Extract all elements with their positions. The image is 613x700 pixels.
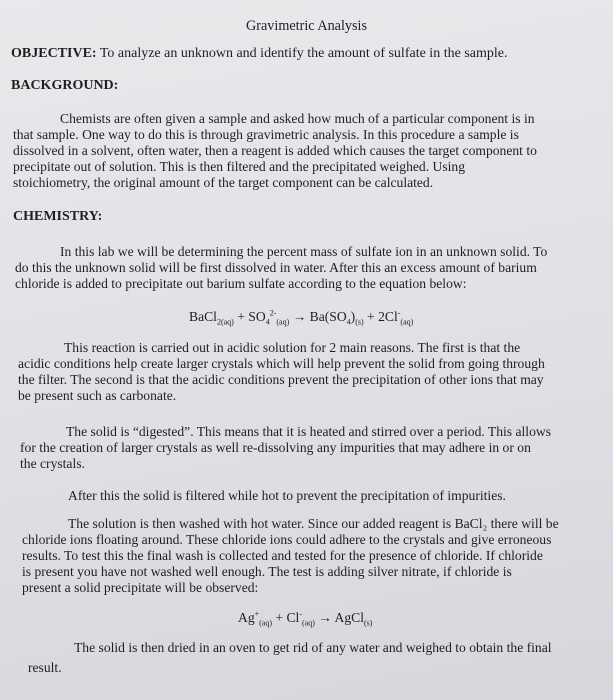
objective-text: To analyze an unknown and identify the amount of sulfate in the sample. [96,46,508,61]
background-line: that sample. One way to do this is through gravimetric analysis. In this procedure a sample is [13,127,519,142]
wash-line: results. To test this the final wash is collected and tested for the presence of chloride. If chloride [22,548,543,563]
chloride-test-equation: $Ag^+_{(aq)} + Cl^-_{(aq)}$ → AgCl$_{(s)}$ [238,609,373,628]
filter-line: After this the solid is filtered while hot to prevent the precipitation of impurities. [68,488,506,503]
document-title: Gravimetric Analysis [246,18,367,34]
chemistry-intro-line: In this lab we will be determining the percent mass of sulfate ion in an unknown solid. To [60,244,548,259]
wash-line: chloride ions floating around. These chloride ions could adhere to the crystals and give erroneous [22,532,552,547]
chemistry-intro-line: chloride is added to precipitate out barium sulfate according to the equation below: [15,276,467,291]
background-heading: BACKGROUND: [11,78,119,93]
objective-label: OBJECTIVE: [11,46,97,61]
digest-line: The solid is “digested”. This means that it is heated and stirred over a period. This allows [66,424,551,439]
result-word: result. [28,660,62,675]
background-line: Chemists are often given a sample and asked how much of a particular component is in [60,111,535,126]
digest-line: for the creation of larger crystals as well re-dissolving any impurities that may adhere in or on [20,440,531,455]
digest-line: the crystals. [20,456,85,471]
background-line: dissolved in a solvent, often water, then a reagent is added which causes the target component to [13,143,537,158]
background-line: precipitate out of solution. This is then filtered and the precipitated weighed. Using [13,159,466,174]
acid-line: acidic conditions help create larger crystals which will help prevent the solid from going through [18,356,545,371]
dry-line: The solid is then dried in an oven to get rid of any water and weighed to obtain the final [74,640,552,655]
wash-line: present a solid precipitate will be observed: [22,580,259,595]
acid-line: be present such as carbonate. [18,388,177,403]
objective-line [11,46,507,62]
wash-line: The solution is then washed with hot water. Since our added reagent is BaCl₂ there will be [68,516,559,531]
wash-line: is present you have not washed well enough. The test is adding silver nitrate, if chloride is [22,564,512,579]
acid-line: This reaction is carried out in acidic solution for 2 main reasons. The first is that the [64,340,521,355]
acid-line: the filter. The second is that the acidic conditions prevent the precipitation of other ions that may [18,372,544,387]
background-line: stoichiometry, the original amount of the target component can be calculated. [13,175,434,190]
precipitation-equation: BaCl$_{2(aq)}$ + $SO_4^{2-}_{(aq)} \to Ba(SO_4)_{(s)} + 2Cl^-_{(aq)}$ [189,308,414,327]
chemistry-intro-line: do this the unknown solid will be first dissolved in water. After this an excess amount of barium [15,260,537,275]
chemistry-heading: CHEMISTRY: [13,209,103,224]
